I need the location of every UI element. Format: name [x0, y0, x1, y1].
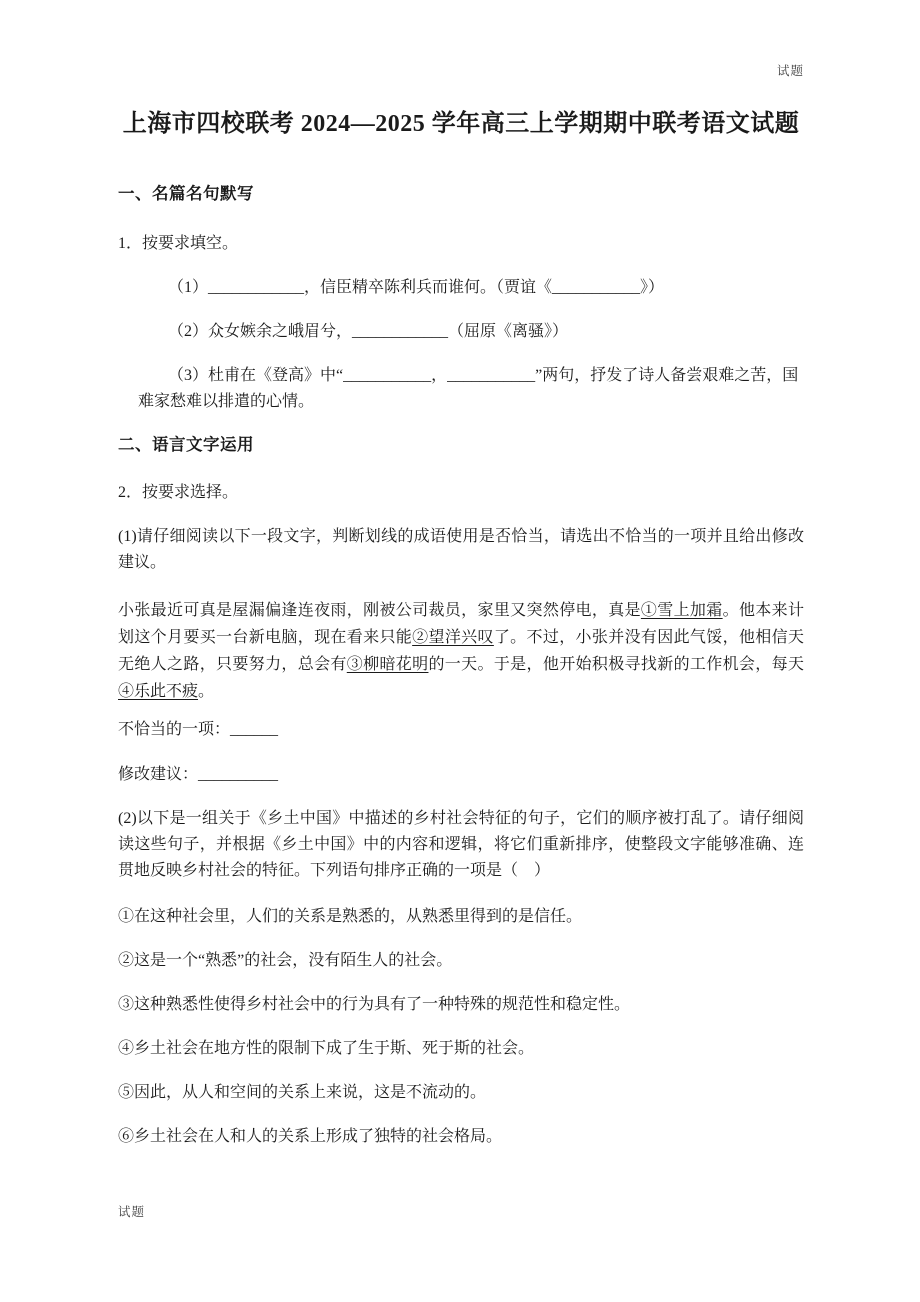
question-2-stem: 2．按要求选择。 — [118, 484, 239, 501]
section-one-heading: 一、名篇名句默写 — [118, 185, 254, 203]
ordering-sentence-1: ①在这种社会里，人们的关系是熟悉的，从熟悉里得到的是信任。 — [118, 908, 583, 925]
underlined-idiom: ②望洋兴叹 — [412, 629, 494, 646]
fill-blank-item-2: （2）众女嫉余之峨眉兮，____________（屈原《离骚》） — [168, 323, 569, 340]
ordering-sentence-6: ⑥乡土社会在人和人的关系上形成了独特的社会格局。 — [118, 1128, 503, 1145]
underlined-idiom: ④乐此不疲 — [118, 683, 199, 700]
passage-text: 小张最近可真是屋漏偏逢连夜雨，刚被公司裁员，家里又突然停电，真是 — [118, 602, 641, 619]
page-footer-label: 试题 — [118, 1205, 146, 1219]
passage-text: 了。不过，小张并没有因此气馁，他相信天无绝人之路，只要努力，总会有 — [118, 629, 804, 673]
revision-suggestion-prompt: 修改建议：__________ — [118, 766, 279, 783]
passage-text: 的一天。于是，他开始积极寻找新的工作机会，每天 — [428, 656, 804, 673]
ordering-sentence-2: ②这是一个“熟悉”的社会，没有陌生人的社会。 — [118, 952, 453, 969]
idiom-task-intro: (1)请仔细阅读以下一段文字，判断划线的成语使用是否恰当，请选出不恰当的一项并且给出修改建议。 — [118, 528, 804, 571]
ordering-sentence-5: ⑤因此，从人和空间的关系上来说，这是不流动的。 — [118, 1084, 487, 1101]
ordering-sentence-3: ③这种熟悉性使得乡村社会中的行为具有了一种特殊的规范性和稳定性。 — [118, 996, 631, 1013]
section-two-heading: 二、语言文字运用 — [118, 436, 254, 454]
page-header-label: 试题 — [776, 64, 804, 78]
passage-text: 。他本来计划这个月要买一台新电脑，现在看来只能 — [118, 602, 804, 646]
idiom-passage — [118, 597, 804, 705]
fill-blank-item-1: （1）____________，信臣精卒陈利兵而谁何。（贾谊《___________》） — [168, 279, 665, 296]
document-content — [118, 0, 804, 1150]
fill-blank-item-3: （3）杜甫在《登高》中“___________，___________”两句，抒发了诗人备尝艰难之苦，国难家愁难以排遣的心情。 — [138, 367, 799, 410]
underlined-idiom: ①雪上加霜 — [640, 602, 723, 619]
ordering-sentence-4: ④乡土社会在地方性的限制下成了生于斯、死于斯的社会。 — [118, 1040, 535, 1057]
document-title: 上海市四校联考 2024—2025 学年高三上学期期中联考语文试题 — [122, 111, 800, 137]
underlined-idiom: ③柳暗花明 — [346, 656, 429, 673]
sentence-ordering-intro: (2)以下是一组关于《乡土中国》中描述的乡村社会特征的句子，它们的顺序被打乱了。请仔细阅读这些句子，并根据《乡土中国》中的内容和逻辑，将它们重新排序，使整段文字能够准确、连贯地反映乡村社会的特征。下列语句排序正确的一项是（ ） — [118, 810, 804, 879]
question-1-stem: 1．按要求填空。 — [118, 235, 239, 252]
inappropriate-idiom-prompt: 不恰当的一项：______ — [118, 721, 279, 738]
passage-text: 。 — [198, 683, 215, 700]
